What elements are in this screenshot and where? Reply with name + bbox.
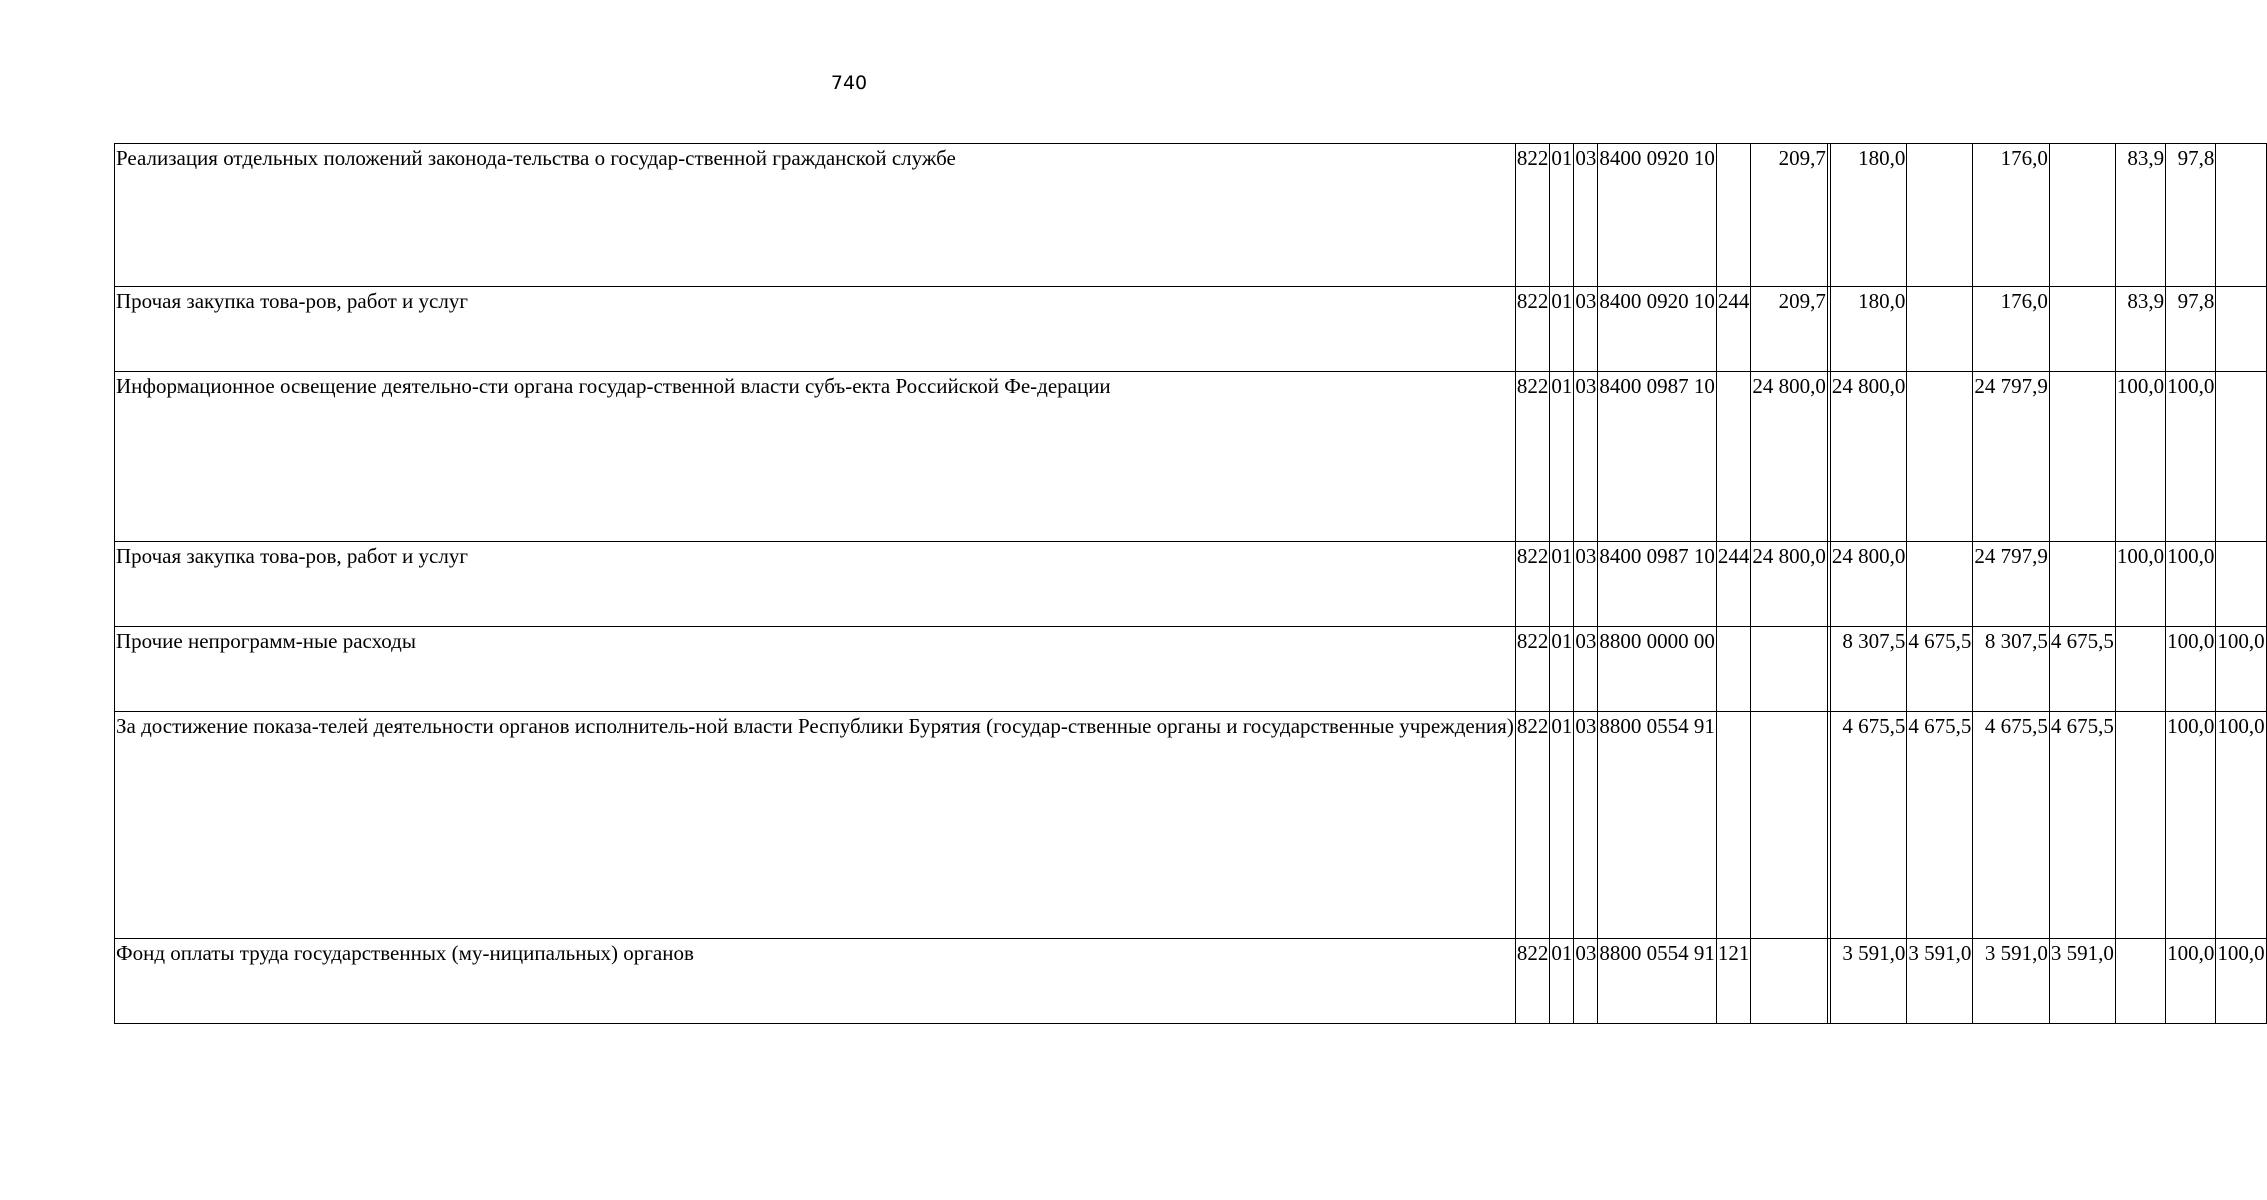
value-cell-8: 100,0: [2166, 542, 2216, 627]
table-row: [115, 372, 2267, 542]
value-cell-5: 24 797,9: [1973, 372, 2050, 542]
csr-cell: 8800 0554 91: [1598, 712, 1717, 939]
csr-cell: 8800 0554 91: [1598, 939, 1717, 1024]
row-name: Прочая закупка това-ров, работ и услуг: [115, 287, 1516, 372]
value-cell-1: [1751, 939, 1828, 1024]
value-cell-6: [2049, 542, 2115, 627]
value-cell-3: 24 800,0: [1830, 542, 1907, 627]
value-cell-4: [1907, 287, 1973, 372]
value-cell-7: [2115, 939, 2165, 1024]
csr-cell: 8400 0987 10: [1598, 542, 1717, 627]
ved-cell: 822: [1515, 712, 1550, 939]
page-number: 740: [830, 72, 868, 94]
ved-cell: 822: [1515, 144, 1550, 287]
rz-cell: 01: [1550, 287, 1574, 372]
value-cell-6: [2049, 372, 2115, 542]
value-cell-4: 4 675,5: [1907, 712, 1973, 939]
value-cell-5: 176,0: [1973, 144, 2050, 287]
table-row: [115, 287, 2267, 372]
value-cell-8: 97,8: [2166, 287, 2216, 372]
value-cell-3: 4 675,5: [1830, 712, 1907, 939]
row-name: За достижение показа-телей деятельности органов исполнитель-ной власти Республики Бурятия (государ-ственные органы и государственные учреждения): [115, 712, 1516, 939]
value-cell-4: [1907, 542, 1973, 627]
pr-cell: 03: [1574, 372, 1598, 542]
vr-cell: 244: [1716, 287, 1751, 372]
csr-cell: 8400 0987 10: [1598, 372, 1717, 542]
table-row: [115, 712, 2267, 939]
table-row: [115, 939, 2267, 1024]
value-cell-6: [2049, 287, 2115, 372]
value-cell-5: 176,0: [1973, 287, 2050, 372]
csr-cell: 8400 0920 10: [1598, 144, 1717, 287]
value-cell-6: [2049, 144, 2115, 287]
budget-table: [114, 143, 2267, 1024]
row-name: Фонд оплаты труда государственных (му-ниципальных) органов: [115, 939, 1516, 1024]
row-name: Прочая закупка това-ров, работ и услуг: [115, 542, 1516, 627]
value-cell-7: 83,9: [2115, 287, 2165, 372]
rz-cell: 01: [1550, 372, 1574, 542]
table-row: [115, 542, 2267, 627]
value-cell-9: [2216, 287, 2266, 372]
ved-cell: 822: [1515, 287, 1550, 372]
ved-cell: 822: [1515, 939, 1550, 1024]
value-cell-6: 3 591,0: [2049, 939, 2115, 1024]
value-cell-3: 180,0: [1830, 144, 1907, 287]
value-cell-6: 4 675,5: [2049, 712, 2115, 939]
csr-cell: 8400 0920 10: [1598, 287, 1717, 372]
row-name: Информационное освещение деятельно-сти органа государ-ственной власти субъ-екта Российской Фе-дерации: [115, 372, 1516, 542]
value-cell-6: 4 675,5: [2049, 627, 2115, 712]
value-cell-5: 4 675,5: [1973, 712, 2050, 939]
value-cell-3: 180,0: [1830, 287, 1907, 372]
value-cell-7: 100,0: [2115, 372, 2165, 542]
pr-cell: 03: [1574, 939, 1598, 1024]
value-cell-4: [1907, 372, 1973, 542]
pr-cell: 03: [1574, 712, 1598, 939]
pr-cell: 03: [1574, 542, 1598, 627]
pr-cell: 03: [1574, 287, 1598, 372]
vr-cell: 121: [1716, 939, 1751, 1024]
rz-cell: 01: [1550, 144, 1574, 287]
row-name: Реализация отдельных положений законода-тельства о государ-ственной гражданской службе: [115, 144, 1516, 287]
value-cell-8: 100,0: [2166, 939, 2216, 1024]
table-row: [115, 144, 2267, 287]
table-row: [115, 627, 2267, 712]
vr-cell: [1716, 372, 1751, 542]
value-cell-1: 24 800,0: [1751, 372, 1828, 542]
value-cell-7: 83,9: [2115, 144, 2165, 287]
value-cell-1: 24 800,0: [1751, 542, 1828, 627]
value-cell-4: [1907, 144, 1973, 287]
value-cell-9: 100,0: [2216, 939, 2266, 1024]
rz-cell: 01: [1550, 627, 1574, 712]
value-cell-1: 209,7: [1751, 287, 1828, 372]
value-cell-3: 24 800,0: [1830, 372, 1907, 542]
value-cell-1: 209,7: [1751, 144, 1828, 287]
ved-cell: 822: [1515, 372, 1550, 542]
value-cell-7: [2115, 627, 2165, 712]
vr-cell: [1716, 627, 1751, 712]
value-cell-9: 100,0: [2216, 712, 2266, 939]
value-cell-9: [2216, 372, 2266, 542]
value-cell-7: [2115, 712, 2165, 939]
ved-cell: 822: [1515, 542, 1550, 627]
csr-cell: 8800 0000 00: [1598, 627, 1717, 712]
table-body: [115, 144, 2267, 1024]
ved-cell: 822: [1515, 627, 1550, 712]
value-cell-1: [1751, 627, 1828, 712]
value-cell-5: 8 307,5: [1973, 627, 2050, 712]
value-cell-8: 100,0: [2166, 712, 2216, 939]
value-cell-8: 100,0: [2166, 627, 2216, 712]
value-cell-3: 8 307,5: [1830, 627, 1907, 712]
value-cell-4: 4 675,5: [1907, 627, 1973, 712]
value-cell-1: [1751, 712, 1828, 939]
value-cell-4: 3 591,0: [1907, 939, 1973, 1024]
pr-cell: 03: [1574, 144, 1598, 287]
value-cell-3: 3 591,0: [1830, 939, 1907, 1024]
value-cell-5: 24 797,9: [1973, 542, 2050, 627]
pr-cell: 03: [1574, 627, 1598, 712]
vr-cell: [1716, 712, 1751, 939]
value-cell-8: 100,0: [2166, 372, 2216, 542]
value-cell-9: [2216, 144, 2266, 287]
value-cell-5: 3 591,0: [1973, 939, 2050, 1024]
row-name: Прочие непрограмм-ные расходы: [115, 627, 1516, 712]
value-cell-9: [2216, 542, 2266, 627]
vr-cell: [1716, 144, 1751, 287]
rz-cell: 01: [1550, 939, 1574, 1024]
value-cell-7: 100,0: [2115, 542, 2165, 627]
vr-cell: 244: [1716, 542, 1751, 627]
rz-cell: 01: [1550, 542, 1574, 627]
rz-cell: 01: [1550, 712, 1574, 939]
value-cell-8: 97,8: [2166, 144, 2216, 287]
value-cell-9: 100,0: [2216, 627, 2266, 712]
